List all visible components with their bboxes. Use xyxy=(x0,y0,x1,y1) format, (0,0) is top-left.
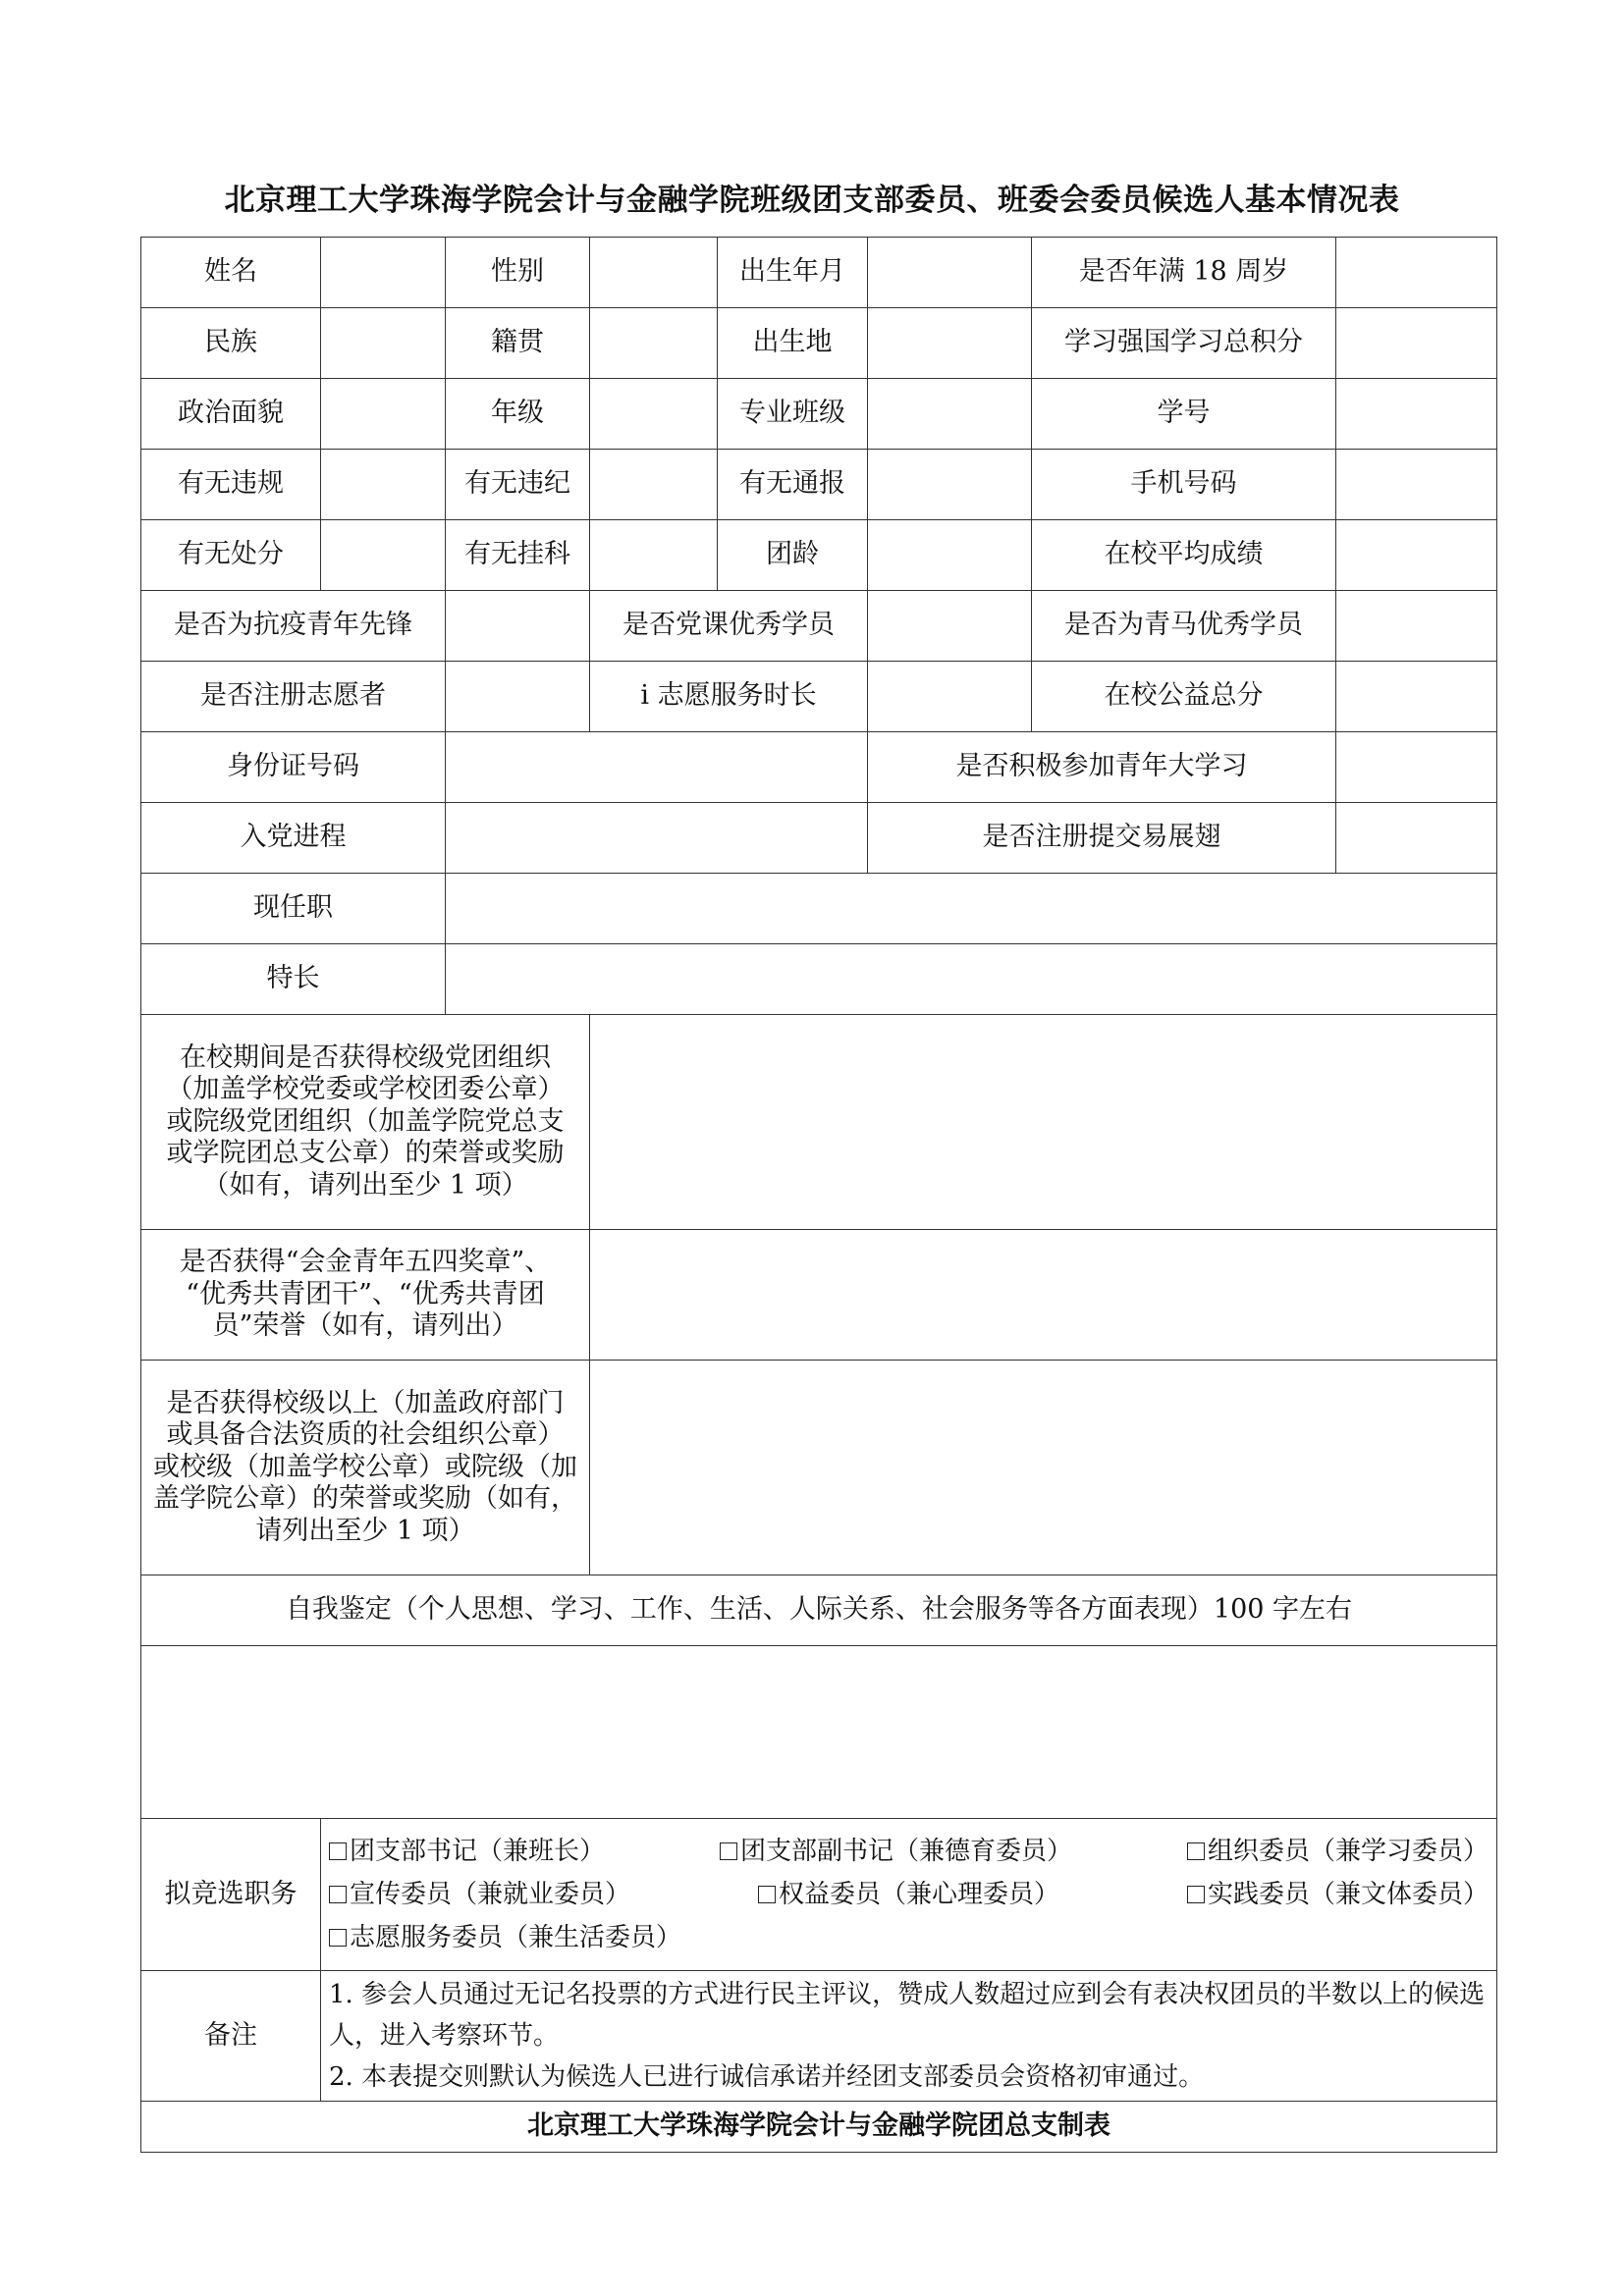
checkbox-icon[interactable] xyxy=(1187,1842,1205,1860)
value-name[interactable] xyxy=(321,238,446,308)
label-birth-month: 出生年月 xyxy=(718,238,868,308)
label-party-course: 是否党课优秀学员 xyxy=(590,591,868,662)
position-option[interactable]: 权益委员（兼心理委员） xyxy=(758,1873,1059,1916)
checkbox-icon[interactable] xyxy=(758,1886,776,1903)
value-student-id[interactable] xyxy=(1336,379,1497,450)
self-evaluation-field[interactable] xyxy=(141,1646,1497,1819)
value-birthplace[interactable] xyxy=(868,308,1032,379)
label-age-18: 是否年满 18 周岁 xyxy=(1032,238,1336,308)
position-option[interactable]: 团支部副书记（兼德育委员） xyxy=(720,1830,1072,1873)
table-row xyxy=(141,1819,1497,1971)
label-volunteer-registered: 是否注册志愿者 xyxy=(141,662,446,732)
table-row xyxy=(141,308,1497,379)
table-row xyxy=(141,1361,1497,1575)
table-row xyxy=(141,1575,1497,1646)
position-option[interactable]: 志愿服务委员（兼生活委员） xyxy=(329,1916,681,1959)
value-honors-party-league[interactable] xyxy=(590,1015,1497,1230)
value-discipline[interactable] xyxy=(590,450,718,520)
positions-options xyxy=(321,1819,1497,1971)
value-specialty[interactable] xyxy=(446,944,1497,1015)
table-row xyxy=(141,874,1497,944)
label-party-progress: 入党进程 xyxy=(141,803,446,874)
value-grade[interactable] xyxy=(590,379,718,450)
label-major-class: 专业班级 xyxy=(718,379,868,450)
footer-issuer: 北京理工大学珠海学院会计与金融学院团总支制表 xyxy=(141,2102,1497,2153)
label-average-score: 在校平均成绩 xyxy=(1032,520,1336,591)
remark-item: 2. 本表提交则默认为候选人已进行诚信承诺并经团支部委员会资格初审通过。 xyxy=(329,2062,1205,2092)
label-honors-above-school: 是否获得校级以上（加盖政府部门 或具备合法资质的社会组织公章） 或校级（加盖学校公章）或院级（加 盖学院公章）的荣誉或奖励（如有， 请列出至少 1 项） xyxy=(141,1361,590,1575)
label-grade: 年级 xyxy=(446,379,590,450)
value-major-class[interactable] xyxy=(868,379,1032,450)
self-evaluation-heading: 自我鉴定（个人思想、学习、工作、生活、人际关系、社会服务等各方面表现）100 字左右 xyxy=(141,1575,1497,1646)
label-honors-party-league: 在校期间是否获得校级党团组织 （加盖学校党委或学校团委公章） 或院级党团组织（加盖学院党总支 或学院团总支公章）的荣誉或奖励 （如有，请列出至少 1 项） xyxy=(141,1015,590,1230)
label-name: 姓名 xyxy=(141,238,321,308)
label-positions: 拟竞选职务 xyxy=(141,1819,321,1971)
value-welfare-score[interactable] xyxy=(1336,662,1497,732)
value-honors-youth-medal[interactable] xyxy=(590,1230,1497,1361)
label-remarks: 备注 xyxy=(141,1971,321,2102)
label-qingma: 是否为青马优秀学员 xyxy=(1032,591,1336,662)
label-birthplace: 出生地 xyxy=(718,308,868,379)
label-xuexi-score: 学习强国学习总积分 xyxy=(1032,308,1336,379)
label-punishment: 有无处分 xyxy=(141,520,321,591)
label-gender: 性别 xyxy=(446,238,590,308)
table-row xyxy=(141,450,1497,520)
table-row xyxy=(141,591,1497,662)
value-qingma[interactable] xyxy=(1336,591,1497,662)
value-gender[interactable] xyxy=(590,238,718,308)
table-row xyxy=(141,238,1497,308)
label-violations: 有无违规 xyxy=(141,450,321,520)
label-league-age: 团龄 xyxy=(718,520,868,591)
table-row xyxy=(141,662,1497,732)
value-notice[interactable] xyxy=(868,450,1032,520)
table-row xyxy=(141,2102,1497,2153)
value-yizhanchi[interactable] xyxy=(1336,803,1497,874)
label-failed-course: 有无挂科 xyxy=(446,520,590,591)
value-failed-course[interactable] xyxy=(590,520,718,591)
value-violations[interactable] xyxy=(321,450,446,520)
value-average-score[interactable] xyxy=(1336,520,1497,591)
value-youth-study[interactable] xyxy=(1336,732,1497,803)
label-discipline: 有无违纪 xyxy=(446,450,590,520)
remark-item: 1. 参会人员通过无记名投票的方式进行民主评议，赞成人数超过应到会有表决权团员的半数以上的候选人，进入考察环节。 xyxy=(329,1980,1486,2051)
table-row xyxy=(141,1230,1497,1361)
checkbox-icon[interactable] xyxy=(329,1929,347,1947)
label-id-number: 身份证号码 xyxy=(141,732,446,803)
table-row xyxy=(141,732,1497,803)
value-league-age[interactable] xyxy=(868,520,1032,591)
value-current-position[interactable] xyxy=(446,874,1497,944)
remarks-content xyxy=(321,1971,1497,2102)
table-row xyxy=(141,803,1497,874)
candidate-info-table xyxy=(140,237,1497,2153)
value-age-18[interactable] xyxy=(1336,238,1497,308)
value-phone[interactable] xyxy=(1336,450,1497,520)
table-row xyxy=(141,1971,1497,2102)
table-row xyxy=(141,379,1497,450)
checkbox-icon[interactable] xyxy=(720,1842,737,1860)
value-punishment[interactable] xyxy=(321,520,446,591)
value-party-progress[interactable] xyxy=(446,803,868,874)
value-volunteer-hours[interactable] xyxy=(868,662,1032,732)
label-native-place: 籍贯 xyxy=(446,308,590,379)
position-option[interactable]: 实践委员（兼文体委员） xyxy=(1187,1873,1489,1916)
label-yizhanchi: 是否注册提交易展翅 xyxy=(868,803,1336,874)
label-student-id: 学号 xyxy=(1032,379,1336,450)
position-option[interactable]: 组织委员（兼学习委员） xyxy=(1187,1830,1489,1873)
label-volunteer-hours: i 志愿服务时长 xyxy=(590,662,868,732)
label-political-status: 政治面貌 xyxy=(141,379,321,450)
table-row xyxy=(141,944,1497,1015)
value-party-course[interactable] xyxy=(868,591,1032,662)
label-anti-epidemic: 是否为抗疫青年先锋 xyxy=(141,591,446,662)
position-option[interactable]: 团支部书记（兼班长） xyxy=(329,1830,605,1873)
label-ethnicity: 民族 xyxy=(141,308,321,379)
value-ethnicity[interactable] xyxy=(321,308,446,379)
label-current-position: 现任职 xyxy=(141,874,446,944)
table-row xyxy=(141,1015,1497,1230)
label-honors-youth-medal: 是否获得“会金青年五四奖章”、 “优秀共青团干”、“优秀共青团 员”荣誉（如有，请列出） xyxy=(141,1230,590,1361)
value-birth-month[interactable] xyxy=(868,238,1032,308)
value-volunteer-registered[interactable] xyxy=(446,662,590,732)
label-youth-study: 是否积极参加青年大学习 xyxy=(868,732,1336,803)
label-notice: 有无通报 xyxy=(718,450,868,520)
position-option[interactable]: 宣传委员（兼就业委员） xyxy=(329,1873,630,1916)
label-specialty: 特长 xyxy=(141,944,446,1015)
table-row xyxy=(141,520,1497,591)
table-row xyxy=(141,1646,1497,1819)
checkbox-icon[interactable] xyxy=(329,1886,347,1903)
checkbox-icon[interactable] xyxy=(1187,1886,1205,1903)
label-welfare-score: 在校公益总分 xyxy=(1032,662,1336,732)
value-anti-epidemic[interactable] xyxy=(446,591,590,662)
label-phone: 手机号码 xyxy=(1032,450,1336,520)
form-title: 北京理工大学珠海学院会计与金融学院班级团支部委员、班委会委员候选人基本情况表 xyxy=(224,183,1400,218)
value-xuexi-score[interactable] xyxy=(1336,308,1497,379)
value-id-number[interactable] xyxy=(446,732,868,803)
checkbox-icon[interactable] xyxy=(329,1842,347,1860)
value-political-status[interactable] xyxy=(321,379,446,450)
value-honors-above-school[interactable] xyxy=(590,1361,1497,1575)
value-native-place[interactable] xyxy=(590,308,718,379)
